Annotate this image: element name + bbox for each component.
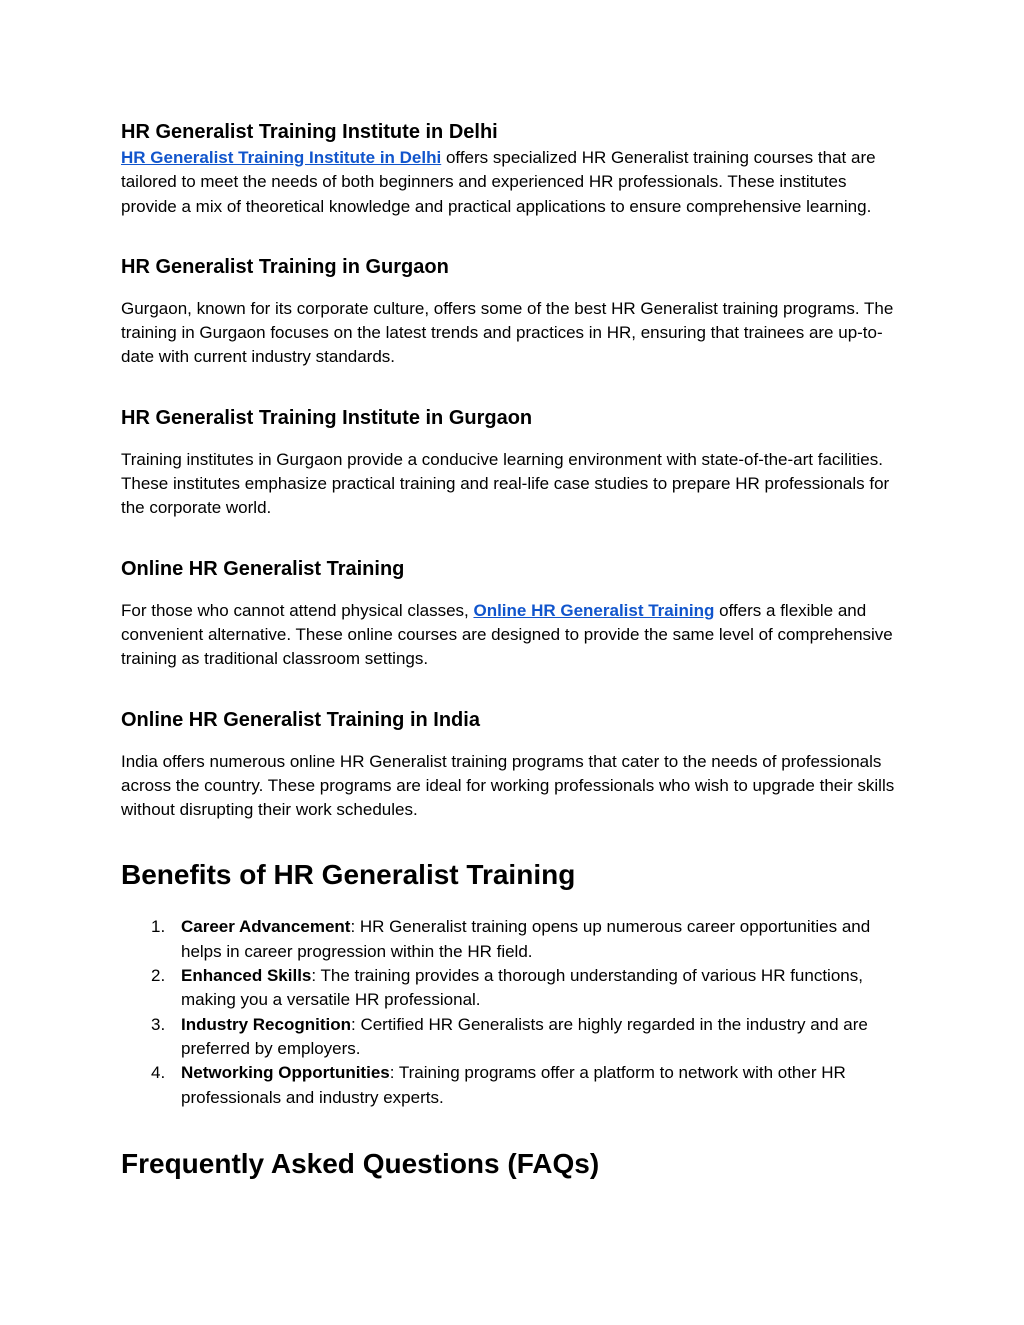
list-item-text: : Certified HR Generalists are highly regarded in the industry and are preferred by employers. (181, 1014, 868, 1058)
section-body-online-india: India offers numerous online HR Generalist training programs that cater to the needs of professionals across the country. These programs are ideal for working professionals who wish to upgrade their skills without disrupting their work schedules. (121, 751, 895, 820)
section-heading-gurgaon-training: HR Generalist Training in Gurgaon (121, 255, 449, 278)
section-heading-gurgaon-institute: HR Generalist Training Institute in Gurgaon (121, 406, 533, 429)
section-body-gurgaon-training: Gurgaon, known for its corporate culture, offers some of the best HR Generalist training programs. The training in Gurgaon focuses on the latest trends and practices in HR, ensuring that trainees are up-to-date with current industry standards. (121, 298, 894, 367)
section-body-delhi-institute (121, 146, 903, 219)
list-item (121, 1061, 903, 1110)
delhi-institute-text: offers specialized HR Generalist training courses that are tailored to meet the needs of both beginners and experienced HR professionals. These institutes provide a mix of theoretical knowledge and practical applications to ensure comprehensive learning. (121, 148, 876, 216)
list-item-term: Enhanced Skills (181, 966, 312, 986)
list-item-text: : HR Generalist training opens up numerous career opportunities and helps in career progression within the HR field. (181, 917, 871, 961)
list-item-number: 2. (151, 966, 166, 986)
link-online-training[interactable]: Online HR Generalist Training (473, 600, 715, 620)
list-item-text: : Training programs offer a platform to network with other HR professionals and industry experts. (181, 1063, 846, 1107)
section-heading-online-india: Online HR Generalist Training in India (121, 708, 480, 731)
list-item (121, 915, 903, 964)
list-item-term: Industry Recognition (181, 1014, 351, 1034)
section-heading-delhi-institute: HR Generalist Training Institute in Delhi (121, 121, 498, 143)
list-item-text: : The training provides a thorough understanding of various HR functions, making you a versatile HR professional. (181, 966, 863, 1010)
section-body-online-training (121, 599, 903, 672)
benefits-list (121, 915, 903, 1109)
list-item-number: 3. (151, 1014, 166, 1034)
online-training-text-after: offers a flexible and convenient alternative. These online courses are designed to provide the same level of comprehensive training as traditional classroom settings. (121, 600, 893, 669)
benefits-heading: Benefits of HR Generalist Training (121, 859, 576, 891)
link-delhi-institute[interactable]: HR Generalist Training Institute in Delhi (121, 148, 442, 167)
list-item-number: 1. (151, 917, 166, 937)
list-item (121, 1013, 903, 1062)
section-heading-online-training: Online HR Generalist Training (121, 557, 405, 580)
section-body-gurgaon-institute: Training institutes in Gurgaon provide a conducive learning environment with state-of-the-art facilities. These institutes emphasize practical training and real-life case studies to prepare HR professionals for the corporate world. (121, 449, 890, 518)
list-item-term: Networking Opportunities (181, 1063, 390, 1083)
faqs-heading: Frequently Asked Questions (FAQs) (121, 1147, 600, 1179)
online-training-text-before: For those who cannot attend physical classes, (121, 600, 474, 620)
list-item-number: 4. (151, 1063, 166, 1083)
list-item-term: Career Advancement (181, 917, 351, 937)
list-item (121, 964, 903, 1013)
